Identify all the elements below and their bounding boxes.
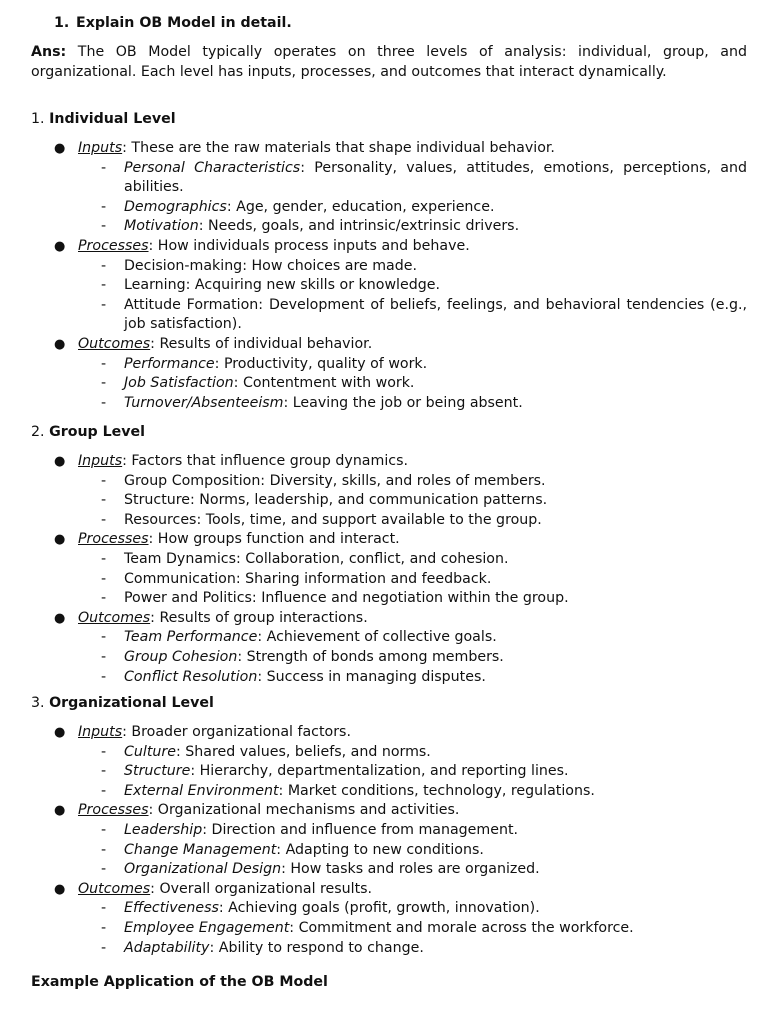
section-title: Individual Level [49, 111, 176, 127]
sub-desc: : Leaving the job or being absent. [283, 394, 523, 411]
bullet-term: Processes [78, 237, 149, 254]
sub-desc: : Success in managing disputes. [257, 668, 486, 685]
list-item-outcomes [0, 880, 768, 900]
sub-item [0, 743, 768, 763]
bullet-icon: ● [54, 454, 66, 469]
question-heading [54, 14, 292, 34]
sub-desc: : Productivity, quality of work. [214, 355, 428, 372]
dash-icon: - [101, 648, 107, 665]
list-item-processes [0, 530, 768, 550]
list-item-outcomes [0, 335, 768, 355]
list-item-inputs [0, 452, 768, 472]
answer-label: Ans: [31, 44, 67, 60]
bullet-icon: ● [54, 141, 66, 156]
sub-term: External Environment [124, 782, 279, 799]
dash-icon: - [101, 590, 107, 607]
sub-item [0, 570, 768, 590]
section-heading-group [31, 423, 145, 443]
sub-item [0, 589, 768, 609]
sub-desc: Learning: Acquiring new skills or knowledge. [124, 277, 440, 294]
sub-term: Personal Characteristics [124, 159, 301, 176]
final-heading: Example Application of the OB Model [31, 974, 328, 990]
sub-item [0, 939, 768, 959]
bullet-desc: : How groups function and interact. [148, 531, 400, 548]
dash-icon: - [101, 668, 107, 685]
sub-term: Motivation [124, 218, 199, 235]
sub-item [0, 217, 768, 237]
sub-term: Job Satisfaction [124, 375, 234, 392]
sub-item [0, 821, 768, 841]
sub-desc: Decision-making: How choices are made. [124, 257, 417, 274]
dash-icon: - [101, 198, 107, 215]
sub-item [0, 841, 768, 861]
sub-term: Turnover/Absenteeism [124, 394, 284, 411]
list-item-inputs [0, 723, 768, 743]
sub-item [0, 899, 768, 919]
dash-icon: - [101, 375, 107, 392]
dash-icon: - [101, 629, 107, 646]
sub-desc: : Shared values, beliefs, and norms. [175, 743, 431, 760]
list-item-processes [0, 801, 768, 821]
dash-icon: - [101, 492, 107, 509]
bullet-icon: ● [54, 610, 66, 626]
sub-item [0, 257, 768, 277]
bullet-icon: ● [54, 881, 66, 897]
sub-desc: : Achieving goals (profit, growth, innovation). [218, 900, 540, 917]
answer-paragraph [31, 43, 747, 82]
dash-icon: - [101, 355, 107, 372]
bullet-desc: : Factors that influence group dynamics. [122, 453, 408, 469]
dash-icon: - [101, 919, 107, 936]
sub-item [0, 491, 768, 511]
dash-icon: - [101, 218, 107, 235]
dash-icon: - [101, 570, 107, 587]
section-heading-organizational [31, 694, 214, 714]
question-number: 1. [54, 15, 70, 31]
sub-item [0, 198, 768, 218]
sub-desc: Attitude Formation: Development of beliefs, feelings, and behavioral tendencies (e.g., job satisfaction). [124, 296, 747, 333]
dash-icon: - [101, 394, 107, 411]
sub-term: Performance [124, 355, 215, 372]
bullet-icon: ● [54, 532, 66, 548]
sub-desc: : Needs, goals, and intrinsic/extrinsic drivers. [198, 218, 520, 235]
dash-icon: - [101, 763, 107, 780]
dash-icon: - [101, 296, 107, 313]
sub-item [0, 394, 768, 414]
bullet-term: Outcomes [78, 609, 151, 626]
sub-item [0, 762, 768, 782]
dash-icon: - [101, 257, 107, 274]
sub-desc: : How tasks and roles are organized. [281, 861, 540, 878]
section-title: Organizational Level [49, 695, 214, 711]
sub-term: Change Management [124, 841, 277, 858]
bullet-desc: : How individuals process inputs and behave. [148, 237, 470, 254]
sub-desc: Power and Politics: Influence and negotiation within the group. [124, 590, 569, 607]
sub-desc: Team Dynamics: Collaboration, conflict, and cohesion. [124, 550, 509, 567]
sub-desc: : Adapting to new conditions. [276, 841, 484, 858]
sub-item [0, 159, 768, 198]
sub-desc: Resources: Tools, time, and support available to the group. [124, 511, 542, 528]
sub-desc: : Ability to respond to change. [209, 939, 424, 956]
section-number: 1. [31, 111, 45, 127]
list-item-processes [0, 237, 768, 257]
dash-icon: - [101, 939, 107, 956]
answer-text: The OB Model typically operates on three levels of analysis: individual, group, and organizational. Each level has inputs, processes, and outcomes that interact dynamically. [31, 44, 747, 80]
bullet-desc: : Results of group interactions. [150, 609, 368, 626]
sub-term: Effectiveness [124, 900, 219, 917]
bullet-term: Inputs [78, 140, 123, 156]
bullet-term: Inputs [78, 724, 123, 740]
sub-item [0, 860, 768, 880]
sub-desc: Communication: Sharing information and feedback. [124, 570, 492, 587]
sub-item [0, 276, 768, 296]
dash-icon: - [101, 277, 107, 294]
bullet-term: Outcomes [78, 335, 151, 352]
sub-desc: : Personality, values, attitudes, emotions, perceptions, and abilities. [124, 159, 747, 196]
bullet-desc: : Organizational mechanisms and activities. [148, 802, 460, 819]
sub-desc: : Direction and influence from management. [202, 821, 519, 838]
sub-item [0, 355, 768, 375]
section-organizational [0, 723, 768, 958]
list-item-outcomes [0, 609, 768, 629]
bullet-term: Processes [78, 531, 149, 548]
bullet-term: Inputs [78, 453, 123, 469]
dash-icon: - [101, 743, 107, 760]
sub-item [0, 628, 768, 648]
sub-item [0, 782, 768, 802]
sub-term: Employee Engagement [124, 919, 290, 936]
sub-term: Conflict Resolution [124, 668, 258, 685]
bullet-icon: ● [54, 336, 66, 352]
sub-desc: : Contentment with work. [233, 375, 415, 392]
dash-icon: - [101, 550, 107, 567]
bullet-term: Processes [78, 802, 149, 819]
bullet-term: Outcomes [78, 880, 151, 897]
bullet-desc: : Overall organizational results. [150, 880, 373, 897]
sub-item [0, 511, 768, 531]
sub-item [0, 919, 768, 939]
sub-desc: Group Composition: Diversity, skills, and roles of members. [124, 472, 546, 489]
sub-term: Leadership [124, 821, 203, 838]
list-item-inputs [0, 139, 768, 159]
sub-desc: : Achievement of collective goals. [257, 629, 497, 646]
sub-term: Team Performance [124, 629, 258, 646]
bullet-icon: ● [54, 803, 66, 819]
dash-icon: - [101, 841, 107, 858]
sub-term: Demographics [124, 198, 227, 215]
sub-item [0, 374, 768, 394]
section-title: Group Level [49, 424, 146, 440]
section-number: 3. [31, 695, 45, 711]
dash-icon: - [101, 821, 107, 838]
sub-item [0, 296, 768, 335]
bullet-desc: : Results of individual behavior. [150, 335, 373, 352]
section-group [0, 452, 768, 687]
dash-icon: - [101, 900, 107, 917]
sub-item [0, 648, 768, 668]
sub-term: Culture [124, 743, 176, 760]
sub-desc: : Strength of bonds among members. [237, 648, 504, 665]
bullet-icon: ● [54, 238, 66, 254]
sub-desc: : Commitment and morale across the workforce. [289, 919, 634, 936]
sub-item [0, 668, 768, 688]
bullet-desc: : Broader organizational factors. [122, 724, 351, 740]
question-text: Explain OB Model in detail. [76, 15, 292, 31]
dash-icon: - [101, 511, 107, 528]
dash-icon: - [101, 472, 107, 489]
sub-desc: : Age, gender, education, experience. [226, 198, 495, 215]
bullet-icon: ● [54, 725, 66, 740]
sub-term: Adaptability [124, 939, 210, 956]
section-individual [0, 139, 768, 413]
sub-term: Organizational Design [124, 861, 282, 878]
sub-term: Group Cohesion [124, 648, 238, 665]
sub-desc: : Market conditions, technology, regulations. [278, 782, 595, 799]
sub-desc: Structure: Norms, leadership, and communication patterns. [124, 492, 548, 509]
dash-icon: - [101, 861, 107, 878]
sub-desc: : Hierarchy, departmentalization, and reporting lines. [190, 763, 569, 780]
sub-term: Structure [124, 763, 191, 780]
sub-item [0, 550, 768, 570]
dash-icon: - [101, 782, 107, 799]
sub-item [0, 472, 768, 492]
bullet-desc: : These are the raw materials that shape individual behavior. [122, 140, 555, 156]
dash-icon: - [101, 159, 107, 176]
section-number: 2. [31, 424, 45, 440]
section-heading-individual [31, 110, 176, 130]
